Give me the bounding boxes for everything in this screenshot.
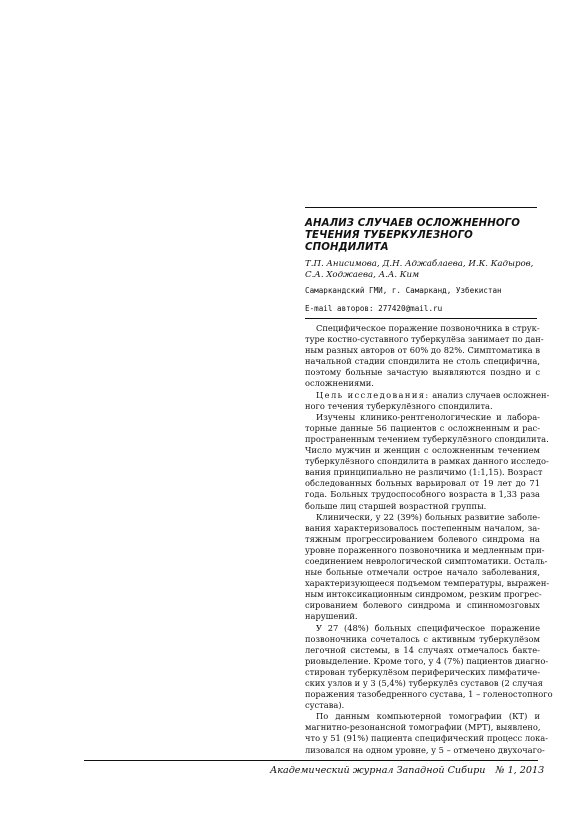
body-line: нарушений. [305, 611, 358, 622]
body-line: ным разных авторов от 60% до 82%. Симптоматика в [305, 345, 540, 356]
body-line: уровне пораженного позвоночника и медленным при- [305, 544, 545, 555]
body-line: сустава). [305, 700, 345, 711]
body-line: поражения тазобедренного сустава, 1 – голеностопного [305, 689, 553, 700]
body-line: Специфическое поражение позвоночника в струк- [316, 323, 540, 333]
body-line: лизовался на одном уровне, у 5 – отмечено двухочаго- [305, 744, 545, 755]
body-line: позвоночника сочеталось с активным туберкулёзом [305, 633, 540, 644]
article-body [305, 323, 553, 756]
body-line: Изучены клинико-рентгенологические и лабора- [316, 411, 540, 422]
article-affiliation: Самаркандский ГМИ, г. Самарканд, Узбекистан [305, 286, 502, 295]
header-bottom-rule [305, 318, 537, 319]
body-line: начальной стадии спондилита не столь специфична, [305, 356, 540, 367]
body-line: Клинически, у 22 (39%) больных развитие заболе- [316, 511, 540, 522]
author-email: E-mail авторов: 277420@mail.ru [305, 304, 443, 313]
body-line: ные больные отмечали острое начало заболевания, [305, 567, 540, 578]
body-line: вания характеризовалось постепенным началом, за- [305, 522, 540, 533]
issue-number: № 1, 2013 [495, 765, 545, 776]
body-line: туберкулёзного спондилита в рамках данного исследо- [305, 456, 549, 467]
body-line: риовыделение. Кроме того, у 4 (7%) пациентов диагно- [305, 655, 549, 666]
body-line: туре костно-суставного туберкулёза занимает по дан- [305, 334, 544, 345]
body-line: сированием болевого синдрома и спинномозговых [305, 600, 540, 611]
body-line: тяжным прогрессированием болевого синдрома на [305, 533, 540, 544]
body-line: пространенным течением туберкулёзного спондилита. [305, 433, 549, 444]
body-line: торные данные 56 пациентов с осложненным и рас- [305, 422, 540, 433]
title-line: АНАЛИЗ СЛУЧАЕВ ОСЛОЖНЕННОГО [305, 218, 521, 229]
title-top-rule [305, 207, 537, 208]
authors-line: С.А. Ходжаева, А.А. Ким [305, 270, 420, 280]
body-line: года. Больных трудоспособного возраста в 1,33 раза [305, 489, 540, 500]
body-line: По данным компьютерной томографии (КТ) и [316, 711, 540, 722]
body-line: магнитно-резонансной томографии (МРТ), выявлено, [305, 722, 541, 733]
body-line [305, 389, 550, 401]
body-line: ным интоксикационным синдромом, резким прогрес- [305, 589, 542, 600]
body-line: ских узлов и у 3 (5,4%) туберкулёз суставов (2 случая [305, 678, 543, 688]
body-line: стирован туберкулёзом периферических лимфатиче- [305, 666, 541, 677]
body-line: легочной системы, в 14 случаях отмечалось бакте- [305, 644, 540, 655]
body-line: поэтому больные зачастую выявляются поздно и с [305, 367, 540, 378]
body-line: характеризующееся подъемом температуры, выражен- [305, 578, 550, 589]
spaced-heading: Цель исследования: [316, 389, 430, 400]
article-authors [305, 259, 545, 281]
body-line: У 27 (48%) больных специфическое поражение [316, 622, 540, 633]
page-footer [270, 765, 545, 777]
body-line: Число мужчин и женщин с осложненным течением [305, 445, 540, 456]
footer-rule [84, 760, 538, 761]
journal-name: Академический журнал Западной Сибири [270, 765, 486, 776]
body-line: соединением неврологической симптоматики. Осталь- [305, 555, 548, 566]
body-line: ного течения туберкулёзного спондилита. [305, 400, 493, 411]
body-line-rest: анализ случаев осложнен- [429, 389, 550, 400]
authors-line: Т.П. Анисимова, Д.Н. Аджаблаева, И.К. Кадыров, [305, 259, 534, 269]
title-line: СПОНДИЛИТА [305, 242, 389, 253]
body-line: больше лиц старшей возрастной группы. [305, 500, 487, 511]
body-line: обследованных больных варьировал от 19 лет до 71 [305, 478, 540, 489]
body-line: осложнениями. [305, 378, 374, 389]
article-title [305, 218, 545, 254]
body-line: вания принципиально не различимо (1:1,15). Возраст [305, 467, 543, 478]
title-line: ТЕЧЕНИЯ ТУБЕРКУЛЕЗНОГО [305, 230, 473, 241]
body-line: что у 51 (91%) пациента специфический процесс лока- [305, 733, 549, 744]
